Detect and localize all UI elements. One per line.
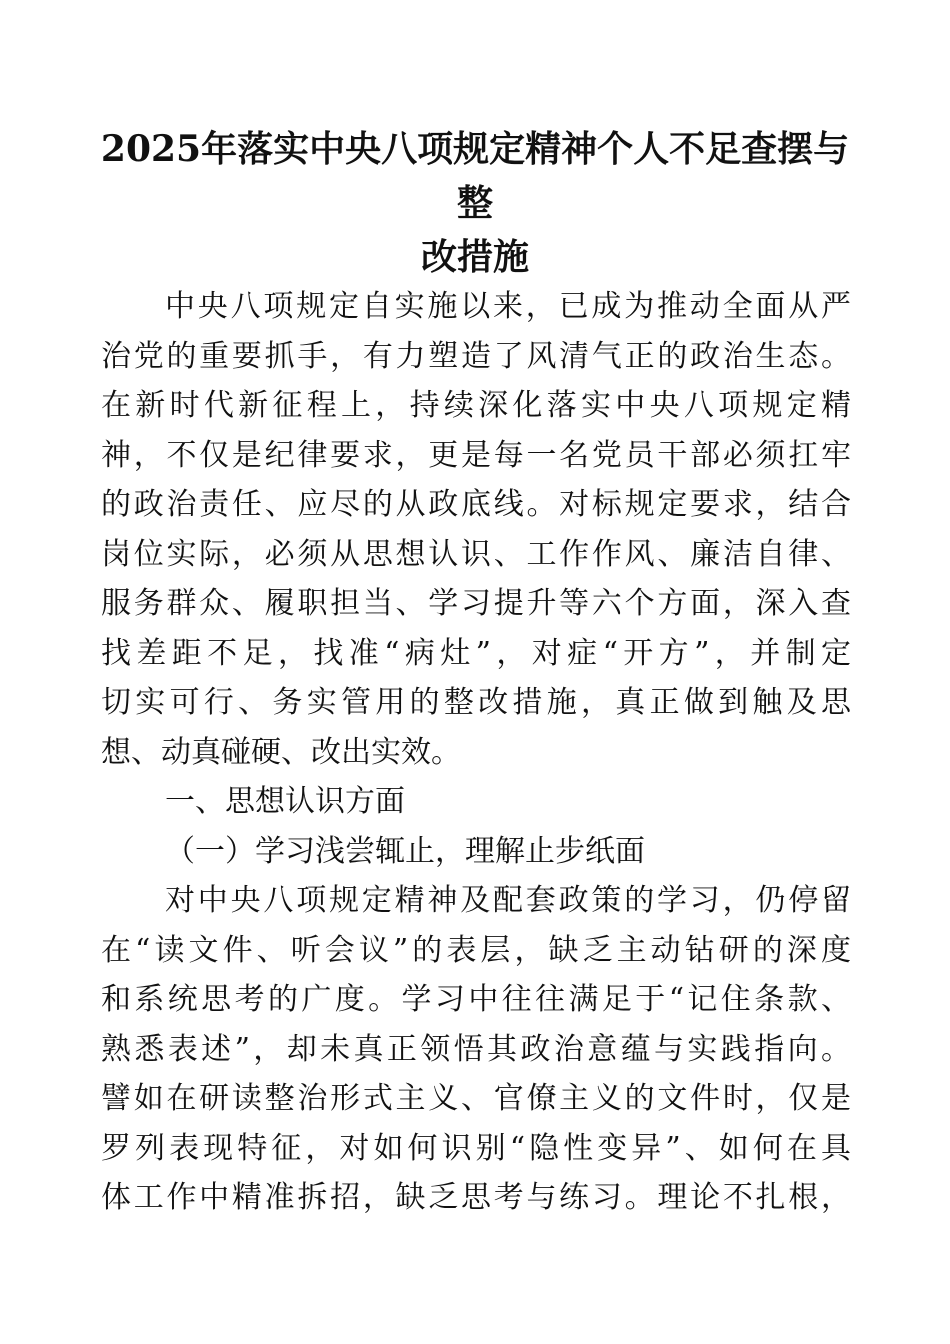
text-line: 神，不仅是纪律要求，更是每一名党员干部必须扛牢 <box>101 437 851 473</box>
paragraph-intro <box>101 282 851 777</box>
text-line: 熟悉表述”，却未真正领悟其政治意蕴与实践指向。 <box>101 1031 851 1067</box>
text-line: 岗位实际，必须从思想认识、工作作风、廉洁自律、 <box>101 536 851 572</box>
text-line: 和系统思考的广度。学习中往往满足于“记住条款、 <box>101 982 851 1017</box>
subsection-heading: （一）学习浅尝辄止，理解止步纸面 <box>165 833 645 869</box>
text-line: 服务群众、履职担当、学习提升等六个方面，深入查 <box>101 586 851 621</box>
text-line: 中央八项规定自实施以来，已成为推动全面从严 <box>165 289 851 324</box>
section-heading: 一、思想认识方面 <box>165 784 405 819</box>
text-line: 在“读文件、听会议”的表层，缺乏主动钻研的深度 <box>101 932 851 968</box>
document-title <box>95 122 855 284</box>
text-line: 体工作中精准拆招，缺乏思考与练习。理论不扎根， <box>101 1180 851 1215</box>
document-body <box>101 282 851 1223</box>
text-line: 切实可行、务实管用的整改措施，真正做到触及思 <box>101 685 851 720</box>
title-line-1: 2025年落实中央八项规定精神个人不足查摆与整 <box>100 128 850 224</box>
text-line: 对中央八项规定精神及配套政策的学习，仍停留 <box>165 883 851 918</box>
text-line: 治党的重要抓手，有力塑造了风清气正的政治生态。 <box>101 338 851 374</box>
title-line-2: 改措施 <box>420 236 529 278</box>
text-line: 的政治责任、应尽的从政底线。对标规定要求，结合 <box>101 487 851 522</box>
text-line: 譬如在研读整治形式主义、官僚主义的文件时，仅是 <box>101 1081 851 1116</box>
text-line: 罗列表现特征，对如何识别“隐性变异”、如何在具 <box>101 1130 851 1166</box>
text-line: 想、动真碰硬、改出实效。 <box>101 734 461 770</box>
text-line: 在新时代新征程上，持续深化落实中央八项规定精 <box>101 388 851 423</box>
text-line: 找差距不足，找准“病灶”，对症“开方”，并制定 <box>101 635 851 671</box>
paragraph-study <box>101 876 851 1223</box>
